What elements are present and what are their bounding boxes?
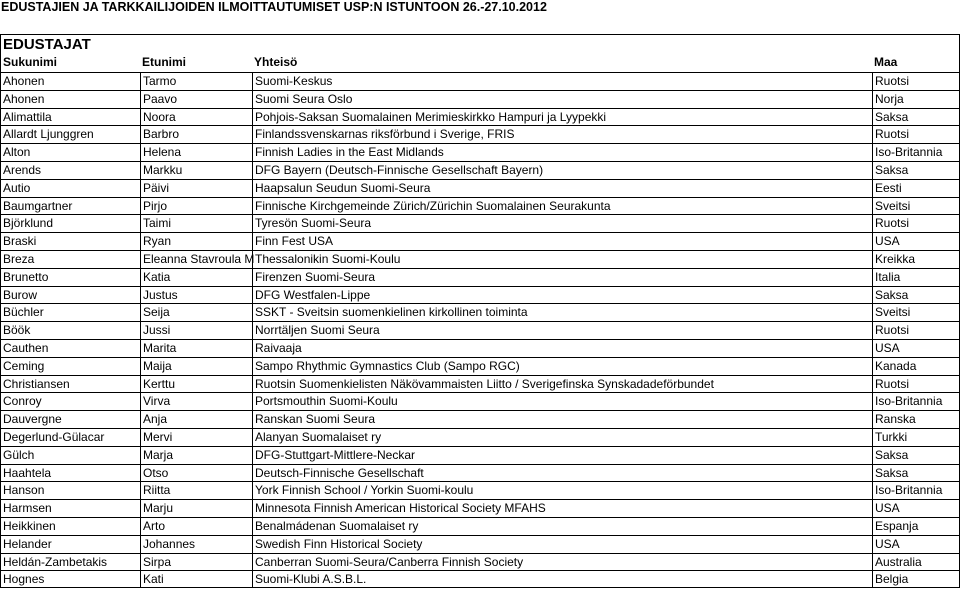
cell-sukunimi: Braski	[0, 233, 140, 250]
cell-sukunimi: Böök	[0, 322, 140, 339]
table-row	[0, 553, 960, 571]
cell-yhteiso: Tyresön Suomi-Seura	[252, 215, 872, 232]
cell-yhteiso: Finnische Kirchgemeinde Zürich/Zürichin Suomalainen Seurakunta	[252, 198, 872, 215]
cell-sukunimi: Ahonen	[0, 91, 140, 108]
cell-yhteiso: Finlandssvenskarnas riksförbund i Sverige, FRIS	[252, 126, 872, 143]
table-row	[0, 499, 960, 517]
cell-maa: USA	[872, 233, 960, 250]
cell-yhteiso: DFG Westfalen-Lippe	[252, 287, 872, 304]
cell-maa: Iso-Britannia	[872, 144, 960, 161]
cell-etunimi: Eleanna Stavroula M	[140, 251, 252, 268]
cell-yhteiso: Benalmádenan Suomalaiset ry	[252, 518, 872, 535]
cell-maa: USA	[872, 500, 960, 517]
column-header-maa: Maa	[872, 54, 960, 72]
cell-yhteiso: Swedish Finn Historical Society	[252, 536, 872, 553]
table-row	[0, 535, 960, 553]
table-row	[0, 214, 960, 232]
cell-sukunimi: Heldán-Zambetakis	[0, 554, 140, 571]
cell-sukunimi: Hognes	[0, 571, 140, 587]
cell-etunimi: Riitta	[140, 482, 252, 499]
column-header-etunimi: Etunimi	[142, 55, 186, 69]
cell-yhteiso: Raivaaja	[252, 340, 872, 357]
cell-maa: Ruotsi	[872, 126, 960, 143]
cell-sukunimi: Harmsen	[0, 500, 140, 517]
table-row	[0, 143, 960, 161]
cell-yhteiso: SSKT - Sveitsin suomenkielinen kirkollinen toiminta	[252, 304, 872, 321]
table-row	[0, 197, 960, 215]
table-body	[0, 72, 960, 588]
cell-sukunimi: Alimattila	[0, 109, 140, 126]
cell-yhteiso: York Finnish School / Yorkin Suomi-koulu	[252, 482, 872, 499]
cell-etunimi: Virva	[140, 393, 252, 410]
cell-sukunimi: Baumgartner	[0, 198, 140, 215]
cell-etunimi: Kerttu	[140, 376, 252, 393]
cell-sukunimi: Christiansen	[0, 376, 140, 393]
cell-maa: Norja	[872, 91, 960, 108]
table-row	[0, 464, 960, 482]
column-header-row	[0, 54, 960, 72]
table-row	[0, 125, 960, 143]
cell-maa: Espanja	[872, 518, 960, 535]
cell-yhteiso: DFG-Stuttgart-Mittlere-Neckar	[252, 447, 872, 464]
table-row	[0, 481, 960, 499]
cell-sukunimi: Conroy	[0, 393, 140, 410]
table-row	[0, 286, 960, 304]
cell-maa: Ruotsi	[872, 215, 960, 232]
cell-yhteiso: Suomi-Keskus	[252, 73, 872, 90]
table-row	[0, 268, 960, 286]
cell-maa: Saksa	[872, 465, 960, 482]
column-header-yhteiso: Yhteisö	[254, 55, 298, 69]
cell-maa: Saksa	[872, 447, 960, 464]
cell-maa: Saksa	[872, 162, 960, 179]
table-row	[0, 339, 960, 357]
section-header-row	[0, 34, 960, 54]
cell-yhteiso: Norrtäljen Suomi Seura	[252, 322, 872, 339]
cell-maa: Ranska	[872, 411, 960, 428]
cell-sukunimi: Dauvergne	[0, 411, 140, 428]
cell-etunimi: Maija	[140, 358, 252, 375]
cell-sukunimi: Breza	[0, 251, 140, 268]
cell-sukunimi: Gülch	[0, 447, 140, 464]
table-row	[0, 410, 960, 428]
table-row	[0, 321, 960, 339]
cell-yhteiso: Pohjois-Saksan Suomalainen Merimieskirkko Hampuri ja Lyypekki	[252, 109, 872, 126]
cell-yhteiso: Firenzen Suomi-Seura	[252, 269, 872, 286]
cell-etunimi: Ryan	[140, 233, 252, 250]
table-row	[0, 357, 960, 375]
table-row	[0, 161, 960, 179]
cell-sukunimi: Arends	[0, 162, 140, 179]
table-row	[0, 446, 960, 464]
cell-maa: Sveitsi	[872, 198, 960, 215]
cell-yhteiso: Suomi Seura Oslo	[252, 91, 872, 108]
cell-etunimi: Marja	[140, 447, 252, 464]
cell-maa: Kreikka	[872, 251, 960, 268]
cell-sukunimi: Alton	[0, 144, 140, 161]
cell-etunimi: Sirpa	[140, 554, 252, 571]
cell-sukunimi: Ceming	[0, 358, 140, 375]
cell-yhteiso: Portsmouthin Suomi-Koulu	[252, 393, 872, 410]
cell-maa: Saksa	[872, 287, 960, 304]
cell-maa: Belgia	[872, 571, 960, 587]
cell-etunimi: Mervi	[140, 429, 252, 446]
cell-yhteiso: Ranskan Suomi Seura	[252, 411, 872, 428]
cell-etunimi: Taimi	[140, 215, 252, 232]
cell-maa: Italia	[872, 269, 960, 286]
cell-maa: USA	[872, 536, 960, 553]
table-row	[0, 570, 960, 588]
cell-etunimi: Tarmo	[140, 73, 252, 90]
cell-maa: Sveitsi	[872, 304, 960, 321]
cell-yhteiso: Suomi-Klubi A.S.B.L.	[252, 571, 872, 587]
cell-sukunimi: Heikkinen	[0, 518, 140, 535]
cell-maa: USA	[872, 340, 960, 357]
cell-yhteiso: Deutsch-Finnische Gesellschaft	[252, 465, 872, 482]
cell-yhteiso: Sampo Rhythmic Gymnastics Club (Sampo RGC)	[252, 358, 872, 375]
cell-etunimi: Anja	[140, 411, 252, 428]
table-row	[0, 392, 960, 410]
cell-etunimi: Kati	[140, 571, 252, 587]
cell-maa: Ruotsi	[872, 322, 960, 339]
cell-maa: Saksa	[872, 109, 960, 126]
cell-sukunimi: Degerlund-Gülacar	[0, 429, 140, 446]
cell-etunimi: Barbro	[140, 126, 252, 143]
cell-maa: Eesti	[872, 180, 960, 197]
cell-sukunimi: Autio	[0, 180, 140, 197]
cell-yhteiso: DFG Bayern (Deutsch-Finnische Gesellschaft Bayern)	[252, 162, 872, 179]
cell-etunimi: Otso	[140, 465, 252, 482]
table-row	[0, 375, 960, 393]
cell-sukunimi: Helander	[0, 536, 140, 553]
cell-maa: Turkki	[872, 429, 960, 446]
cell-yhteiso: Canberran Suomi-Seura/Canberra Finnish Society	[252, 554, 872, 571]
table-row	[0, 428, 960, 446]
cell-maa: Kanada	[872, 358, 960, 375]
cell-etunimi: Seija	[140, 304, 252, 321]
cell-yhteiso: Finnish Ladies in the East Midlands	[252, 144, 872, 161]
cell-etunimi: Noora	[140, 109, 252, 126]
column-header-sukunimi: Sukunimi	[0, 54, 140, 72]
participants-table	[0, 34, 960, 588]
cell-yhteiso: Alanyan Suomalaiset ry	[252, 429, 872, 446]
cell-etunimi: Päivi	[140, 180, 252, 197]
cell-sukunimi: Haahtela	[0, 465, 140, 482]
cell-yhteiso: Thessalonikin Suomi-Koulu	[252, 251, 872, 268]
cell-etunimi: Paavo	[140, 91, 252, 108]
cell-yhteiso: Finn Fest USA	[252, 233, 872, 250]
cell-etunimi: Justus	[140, 287, 252, 304]
table-row	[0, 108, 960, 126]
cell-etunimi: Jussi	[140, 322, 252, 339]
cell-sukunimi: Allardt Ljunggren	[0, 126, 140, 143]
cell-etunimi: Helena	[140, 144, 252, 161]
document-title: EDUSTAJIEN JA TARKKAILIJOIDEN ILMOITTAUTUMISET USP:N ISTUNTOON 26.-27.10.2012	[1, 0, 547, 14]
cell-maa: Ruotsi	[872, 73, 960, 90]
cell-maa: Ruotsi	[872, 376, 960, 393]
cell-maa: Iso-Britannia	[872, 482, 960, 499]
cell-etunimi: Johannes	[140, 536, 252, 553]
cell-etunimi: Marju	[140, 500, 252, 517]
table-row	[0, 250, 960, 268]
cell-etunimi: Pirjo	[140, 198, 252, 215]
table-row	[0, 232, 960, 250]
table-row	[0, 90, 960, 108]
table-row	[0, 72, 960, 90]
section-title: EDUSTAJAT	[3, 36, 91, 53]
cell-etunimi: Arto	[140, 518, 252, 535]
table-row	[0, 179, 960, 197]
cell-sukunimi: Björklund	[0, 215, 140, 232]
cell-yhteiso: Minnesota Finnish American Historical Society MFAHS	[252, 500, 872, 517]
cell-etunimi: Katia	[140, 269, 252, 286]
cell-maa: Iso-Britannia	[872, 393, 960, 410]
cell-sukunimi: Ahonen	[0, 73, 140, 90]
table-row	[0, 517, 960, 535]
cell-sukunimi: Brunetto	[0, 269, 140, 286]
cell-sukunimi: Cauthen	[0, 340, 140, 357]
cell-yhteiso: Ruotsin Suomenkielisten Näkövammaisten Liitto / Sverigefinska Synskadadeförbundet	[252, 376, 872, 393]
table-row	[0, 303, 960, 321]
cell-etunimi: Markku	[140, 162, 252, 179]
cell-yhteiso: Haapsalun Seudun Suomi-Seura	[252, 180, 872, 197]
cell-sukunimi: Büchler	[0, 304, 140, 321]
cell-sukunimi: Burow	[0, 287, 140, 304]
cell-etunimi: Marita	[140, 340, 252, 357]
cell-sukunimi: Hanson	[0, 482, 140, 499]
cell-maa: Australia	[872, 554, 960, 571]
